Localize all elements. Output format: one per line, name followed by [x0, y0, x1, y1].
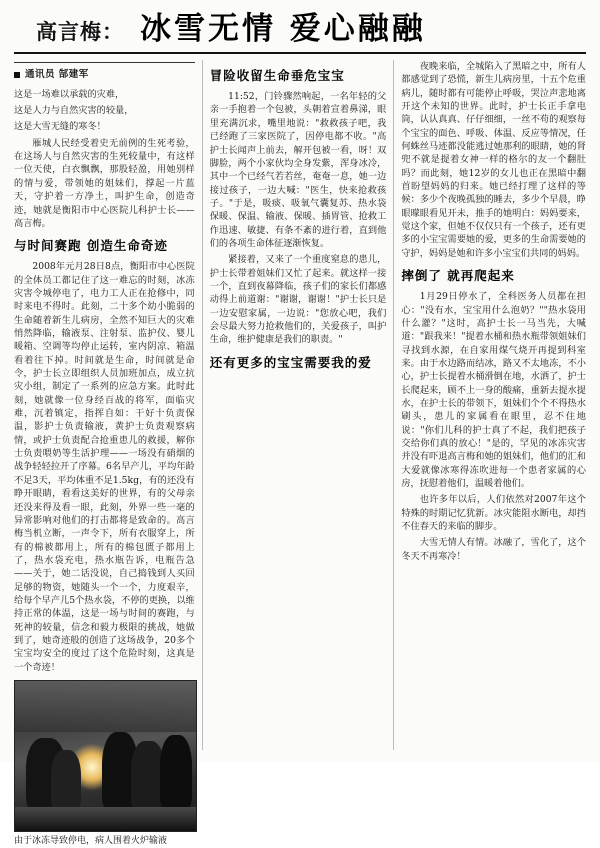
subhead-get-up-again: 摔倒了 就再爬起来 [401, 268, 515, 284]
subhead-race-with-time: 与时间赛跑 创造生命奇迹 [14, 238, 168, 254]
column-1 [14, 60, 203, 846]
lead-line-3: 这是大雪无缝的寒冬！ [14, 121, 106, 133]
body-paragraph: 11:52，门铃骤然响起，一名年轻的父亲一手抱着一个包被，头朝着宣着鼻涕，眼里充满沉求，嘴里地说："救救孩子吧，我已经跑了三家医院了，因停电都不收。"高护士长闻声上前去，解开包被一看，呀！双脚脸，两个小家伙均全身发紫，浑身冰冷，其中一个已经气若若丝，奄奄一息，她一边接过孩子，一边大喊："医生，快来抢救孩子。"于是，吸痰、吸氧气囊复苏、热水袋保暖、保温、输液、保暖、插胃管、抢救工作迅速、敏捷、有条不紊的进行着，直到他们的各项生命体征逐渐恢复。 [209, 91, 387, 249]
lead-line-1: 这是一场难以承载的灾难， [14, 88, 125, 100]
photo-caption: 由于冰冻导致停电，病人围着火炉输液 [14, 835, 168, 846]
page-title: 冰雪无情 爱心融融 [140, 11, 426, 47]
body-paragraph: 大雪无情人有情。冰融了，雪化了，这个冬天不再寒冷！ [401, 537, 586, 562]
body-paragraph: 1月29日停水了，全科医务人员都在担心："没有水，宝宝用什么泡奶？""热水袋用什么灌？"这时，高护士长一马当先，大喊道："跟我来！"提着水桶和热水瓶带领姐妹们寻找到水源，在自家用煤气烧开再提到科室来。由于水边路而结冰，路又不太地冻，不小心，护士长提着水桶滑倒在地，水洒了，护士长爬起来，顾不上一身的酸痛，重新去提水提水，在护士长的带领下，姐妹们个个不得热水刷头，患儿的家属看在眼里，忍不住地说："你们儿科的护士真了不起，我们把孩子交给你们真的放心！"是的，罕见的冰冻灾害并没有吓退高言梅和她的姐妹们，他们的汇和大爱就像冰寒得冻吹进每一个患者家属的心房，抚慰着他们，温暖着他们。 [401, 291, 586, 490]
masthead [14, 10, 586, 54]
body-paragraph: 夜晚来临，全城陷入了黑暗之中，所有人都感觉到了恐慌，新生儿病房里，十五个危重病儿，随时都有可能停止呼吸，哭泣声悲地离开这个未知的世界。此时，护士长正手拿电筒，认认真真、仔仔细细，一丝不苟的观察每个宝宝的面色、呼吸、体温、反应等情况，任何蛛丝马迹都没能逃过她那利的眼睛，她的肾兜不就是提着女神一样的格尔的友一个翻肚吗？而此刻，她12岁的女儿也正在黑暗中翻首盼望妈妈的归来。她已经打理了这样的等候：多少个夜晚孤独的睡去，多少个早晨，睁眼曚眼看见开未，推手的她明白：妈妈要来，觉这个家，但她不仅仅只有一个孩子，还有更多的小宝宝需要她的爱，更多的生命需要她的守护，妈妈是她和许多小宝宝们共同的妈妈。 [401, 61, 586, 259]
column-3 [394, 60, 586, 750]
photo-figure [160, 735, 192, 811]
photo-background-band [15, 681, 196, 732]
column-divider [14, 62, 195, 63]
bullet-icon [14, 72, 20, 78]
reporter-byline [14, 68, 195, 82]
article-columns [14, 60, 586, 846]
subhead-rescue-babies: 冒险收留生命垂危宝宝 [209, 68, 345, 83]
lead-line-2: 这是人力与自然灾害的较量， [14, 105, 134, 117]
column-2 [203, 60, 395, 750]
reporter-name: 通讯员 郜建军 [25, 69, 89, 80]
news-photo [14, 680, 197, 832]
body-paragraph: 2008年元月28日8点，衡阳市中心医院的全体员工都记住了这一难忘的时刻，冰冻灾害令城停电了，电力工人正在抢修中，同时来电不得时。此刻，二十多个幼小脆弱的生命随着新生儿病房，全然不知巨大的灾难悄然降临，输液泵、注射泵、监护仪、婴儿暖箱、空调等均停止运转，室内阴凉、箱温看着往下掉。时间就是生命，时间就是命令，护士长立即组织人员加班加点，成立抗灾小组，制定了一系列的应急方案。此时此刻，她就像一位身经百战的将军，面临灾难，沉着镇定，指挥自如：干好十负责保温，影护士负责输液，黄护士负责观察病情，或护士负责配合抢重患儿的救援，解你士负责喂奶等生活护理——一场没有硝烟的战争轻轻拉开了序幕。6名早产儿，平均年龄不足3天，平均体重不足1.5kg，有的还没有睁开眼睛，看看这美好的世界，有的父母亲还没来得及看一眼，此刻，外界一些一毫的异常影响对他们的打击都将是致命的。高言梅当机立断，一声令下，所有衣服穿上，所有的棉被都用上，所有的棉包匮子都用上了，热水袋充电，热水瓶告诉，电瓶告急——关于，她二话没说，自己捣钱到人买回足够的物资，她随头一个一个，力度艰辛，给每个早产儿5个热水袋，不停的更换，以维持正常的体温，这是一场与时间的赛跑，与死神的较量，信念和毅力极限的挑战，她做到了，她奇迹般的创造了这场战争，20多个宝宝均安全的度过了这个危险时刻，这真是一个奇迹！ [14, 261, 195, 673]
subhead-more-babies-need-love: 还有更多的宝宝需要我的爱 [209, 354, 372, 370]
photo-figure [51, 750, 81, 812]
photo-floor [15, 807, 196, 831]
body-paragraph: 紧接着，又来了一个重度窒息的患儿，护士长带着姐妹们又忙了起来。就这样一接一个，直到夜幕降临，孩子们的家长们都感动得上前道谢："谢谢，谢谢！"护士长只是一边安慰家属，一边说："您放心吧，我们会尽最大努力抢救他们的，关爱孩子，叫护生命，维护健康是我们的职责。" [209, 254, 387, 346]
lead-paragraph: 雁城人民经受着史无前例的生死考验，在这场人与自然灾害的生死较量中，有这样一位天使，白衣飘飘，那股轻盈，用她别样的情与爱，带领她的姐妹们，撑起一片蓝天，守护着一方净土，叫护生命，创造奇迹，她就是衡阳市中心医院儿科护士长——高言梅。 [14, 137, 195, 229]
masthead-lead: 高言梅： [36, 19, 124, 44]
body-paragraph: 也许多年以后，人们依然对2007年这个特殊的时期记忆犹新。冰灾能阻水断电，却挡不住春天的来临的脚步。 [401, 494, 586, 533]
